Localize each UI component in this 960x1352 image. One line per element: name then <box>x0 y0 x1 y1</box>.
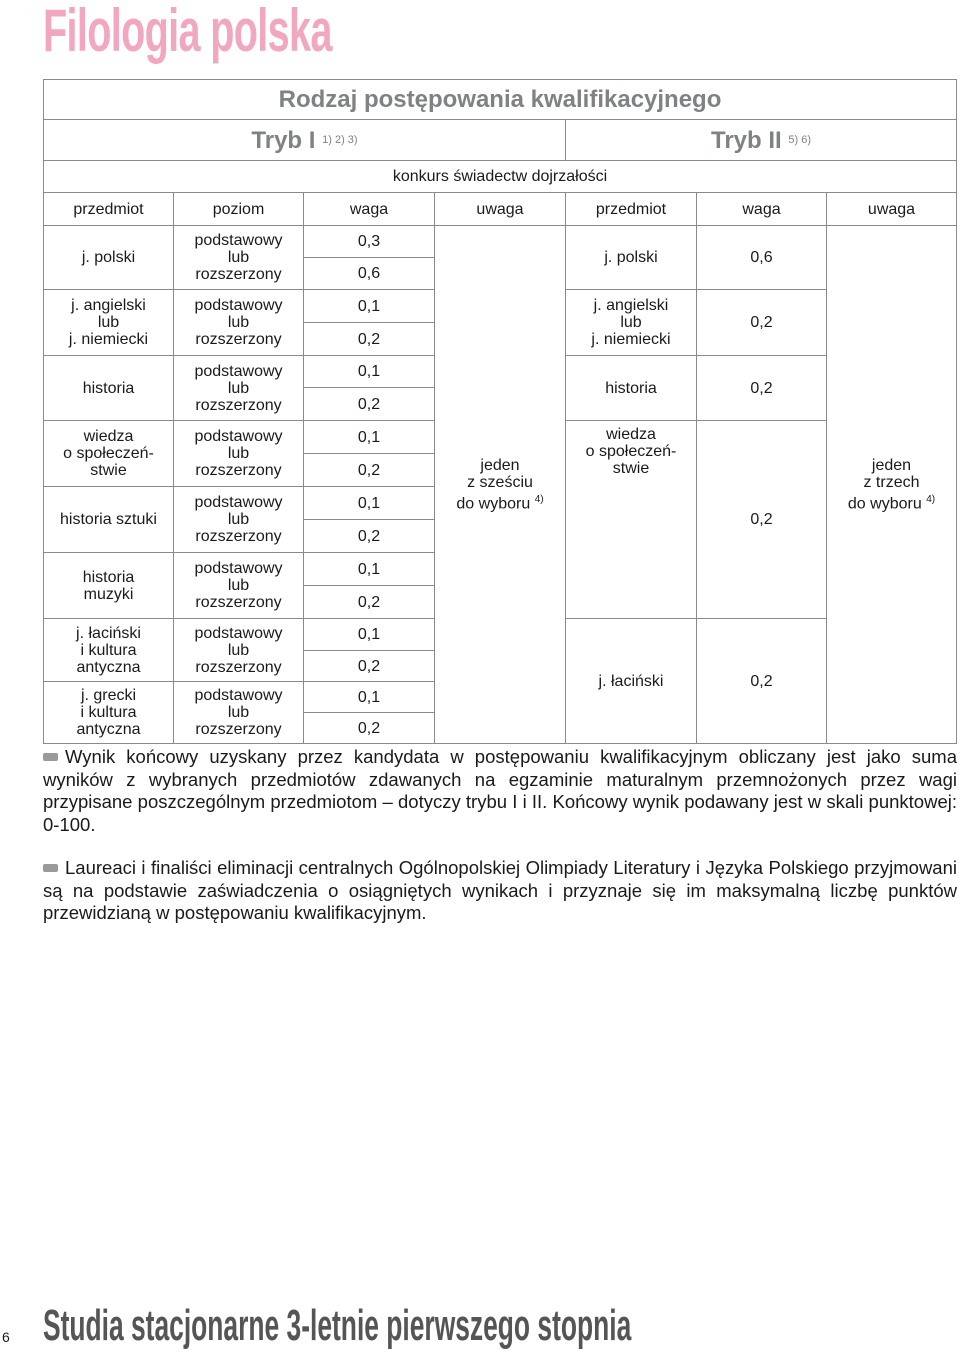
subject-line: j. grecki <box>80 687 137 704</box>
level-or: lub <box>227 379 250 397</box>
tryb1-subject-music-history <box>43 553 174 619</box>
subject-line: j. angielski <box>71 297 146 314</box>
weight-extended: 0,2 <box>304 454 435 487</box>
level-extended: rozszerzony <box>195 528 282 545</box>
page-title: Filologia polska <box>43 0 332 64</box>
subject-line: antyczna <box>76 658 141 676</box>
tryb2-remark <box>827 226 957 744</box>
col-header-subject-2: przedmiot <box>566 193 697 226</box>
level-cell <box>174 356 304 421</box>
paragraph-text: Laureaci i finaliści eliminacji centralnych Ogólnopolskiej Olimpiady Literatury i Języka Polskiego przyjmowani są na podstawie zaświadczenia o osiągniętych wynikach i przyznaje się im maksymalną liczbę punktów przewidzianą w postępowaniu kwalifikacyjnym. <box>43 857 957 923</box>
level-extended: rozszerzony <box>195 266 282 283</box>
tryb1-subject-historia: historia <box>43 356 174 421</box>
tryb-2-refs: 5) 6) <box>788 133 811 146</box>
tryb-1-label: Tryb I <box>251 126 316 154</box>
level-or: lub <box>227 445 250 462</box>
tryb2-weight: 0,2 <box>697 619 827 744</box>
weight-extended: 0,2 <box>304 651 435 682</box>
level-extended: rozszerzony <box>195 462 282 479</box>
tryb1-subject-latin <box>43 619 174 682</box>
subject-line: wiedza <box>83 428 134 445</box>
subject-line: j. niemiecki <box>68 331 149 348</box>
subject-line: stwie <box>612 460 650 477</box>
tryb2-subject-historia: historia <box>566 356 697 421</box>
col-header-level: poziom <box>174 193 304 226</box>
remark-line: z sześciu <box>467 473 533 491</box>
remark-line-with-ref <box>848 491 935 512</box>
paragraph-text: Wynik końcowy uzyskany przez kandydata w postępowaniu kwalifikacyjnym obliczany jest jako suma wyników z wybranych przedmiotów zdawanych na egzaminie maturalnym przemnożonych przez wagi przypisane poszczególnym przedmiotom – dotyczy trybu I i II. Końcowy wynik podawany jest w skali punktowej: 0-100. <box>43 746 957 835</box>
tryb1-subject-art-history: historia sztuki <box>43 487 174 553</box>
subject-line: j. angielski <box>593 297 669 314</box>
subject-line: lub <box>620 314 642 331</box>
level-cell <box>174 290 304 356</box>
tryb2-subject-latin: j. łaciński <box>566 619 697 744</box>
level-or: lub <box>227 641 250 659</box>
level-or: lub <box>227 577 250 594</box>
tryb2-weight-value: 0,2 <box>750 511 773 528</box>
remark-ref: 4) <box>926 493 936 505</box>
bullet-icon <box>43 864 58 872</box>
level-or: lub <box>227 511 250 528</box>
subject-line: lub <box>97 314 120 331</box>
subject-line: o społeczeń- <box>585 443 677 460</box>
weight-basic: 0,1 <box>304 290 435 323</box>
level-cell <box>174 619 304 682</box>
tryb2-subject-languages <box>566 290 697 356</box>
weight-extended: 0,2 <box>304 713 435 744</box>
tryb2-subject-wos <box>566 421 697 619</box>
subject-line: j. łaciński <box>76 624 141 642</box>
remark-line: do wyboru <box>847 495 922 513</box>
weight-extended: 0,2 <box>304 520 435 553</box>
tryb1-remark <box>435 226 566 744</box>
qualification-table <box>43 79 957 741</box>
subject-line: i kultura <box>80 704 137 721</box>
subject-line: historia <box>82 568 135 586</box>
subject-line: j. niemiecki <box>591 331 671 348</box>
table-header-text: Rodzaj postępowania kwalifikacyjnego <box>278 86 722 113</box>
weight-basic: 0,1 <box>304 682 435 713</box>
level-basic: podstawowy <box>194 232 283 249</box>
col-header-subject-1: przedmiot <box>43 193 174 226</box>
level-or: lub <box>227 249 250 266</box>
tryb1-subject-wos <box>43 421 174 487</box>
weight-basic: 0,1 <box>304 487 435 520</box>
subject-line: stwie <box>90 462 127 479</box>
level-extended: rozszerzony <box>195 331 282 348</box>
tryb-1-header <box>43 120 566 161</box>
level-extended: rozszerzony <box>195 658 282 676</box>
tryb1-subject-polski: j. polski <box>43 226 174 290</box>
level-or: lub <box>227 704 250 721</box>
tryb2-weight: 0,2 <box>697 290 827 356</box>
tryb2-weight: 0,2 <box>697 356 827 421</box>
remark-line: do wyboru <box>456 495 531 513</box>
level-extended: rozszerzony <box>195 594 282 611</box>
weight-extended: 0,2 <box>304 388 435 421</box>
weight-extended: 0,6 <box>304 258 435 290</box>
subject-line: wiedza <box>606 426 656 443</box>
table-header <box>43 79 957 120</box>
col-header-remark-1: uwaga <box>435 193 566 226</box>
col-header-weight-2: waga <box>697 193 827 226</box>
paragraph-olympiad <box>43 857 957 925</box>
subject-line: muzyki <box>83 585 134 603</box>
footer-title: Studia stacjonarne 3-letnie pierwszego stopnia <box>43 1301 632 1350</box>
bullet-icon <box>43 753 58 761</box>
remark-ref: 4) <box>534 493 544 505</box>
tryb2-subject-polski: j. polski <box>566 226 697 290</box>
weight-basic: 0,1 <box>304 356 435 388</box>
tryb1-subject-languages <box>43 290 174 356</box>
level-basic: podstawowy <box>194 428 283 445</box>
remark-line: jeden <box>480 456 520 474</box>
col-header-remark-2: uwaga <box>827 193 957 226</box>
tryb-1-refs: 1) 2) 3) <box>322 133 358 146</box>
remark-line: z trzech <box>863 473 920 491</box>
level-basic: podstawowy <box>194 624 283 642</box>
level-cell <box>174 226 304 290</box>
paragraph-scoring <box>43 746 957 836</box>
level-basic: podstawowy <box>194 687 283 704</box>
subject-line: o społeczeń- <box>63 445 154 462</box>
level-cell <box>174 421 304 487</box>
subject-line: antyczna <box>76 721 141 738</box>
col-header-weight-1: waga <box>304 193 435 226</box>
level-extended: rozszerzony <box>195 721 282 738</box>
level-extended: rozszerzony <box>195 396 282 414</box>
remark-line-with-ref <box>456 491 543 512</box>
remark-line: jeden <box>871 456 912 474</box>
level-basic: podstawowy <box>194 362 283 380</box>
level-cell <box>174 487 304 553</box>
page-number: 6 <box>2 1329 10 1345</box>
tryb-2-label: Tryb II <box>711 126 782 154</box>
tryb2-weight <box>697 421 827 619</box>
level-cell <box>174 682 304 744</box>
level-basic: podstawowy <box>194 560 283 577</box>
level-basic: podstawowy <box>194 297 283 314</box>
weight-basic: 0,1 <box>304 553 435 586</box>
level-cell <box>174 553 304 619</box>
weight-extended: 0,2 <box>304 323 435 356</box>
level-or: lub <box>227 314 250 331</box>
tryb-2-header <box>566 120 957 161</box>
tryb2-weight: 0,6 <box>697 226 827 290</box>
subject-line: i kultura <box>80 641 137 659</box>
weight-basic: 0,3 <box>304 226 435 258</box>
weight-basic: 0,1 <box>304 421 435 454</box>
konkurs-label: konkurs świadectw dojrzałości <box>43 161 957 193</box>
weight-basic: 0,1 <box>304 619 435 651</box>
tryb1-subject-greek <box>43 682 174 744</box>
weight-extended: 0,2 <box>304 586 435 619</box>
level-basic: podstawowy <box>194 494 283 511</box>
